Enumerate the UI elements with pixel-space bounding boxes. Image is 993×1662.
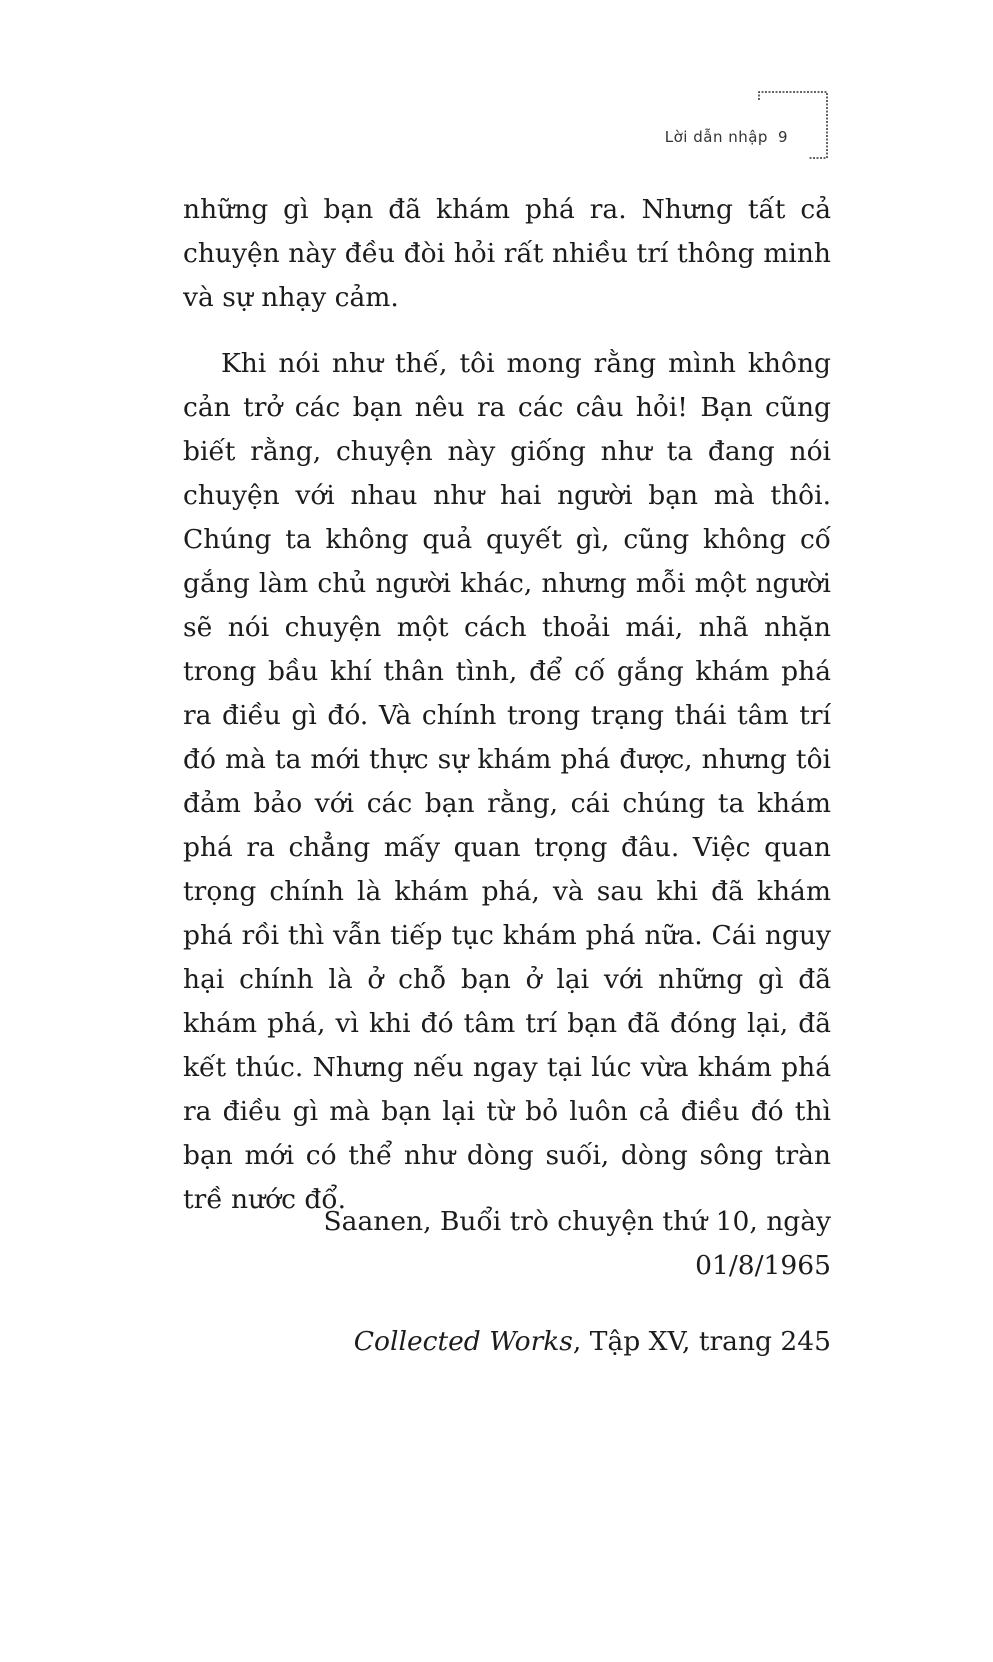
citation-work-title: Collected Works — [353, 1326, 573, 1357]
attribution-line-2: 01/8/1965 — [695, 1250, 831, 1281]
citation-details: , Tập XV, trang 245 — [572, 1326, 831, 1357]
paragraph-1: những gì bạn đã khám phá ra. Nhưng tất cả chuyện này đều đòi hỏi rất nhiều trí thông minh và sự nhạy cảm. — [183, 194, 831, 313]
paragraph-2: Khi nói như thế, tôi mong rằng mình không cản trở các bạn nêu ra các câu hỏi! Bạn cũng biết rằng, chuyện này giống như ta đang nói chuyện với nhau như hai người bạn mà thôi. Chúng ta không quả quyết gì, cũng không cố gắng làm chủ người khác, nhưng mỗi một người sẽ nói chuyện một cách thoải mái, nhã nhặn trong bầu khí thân tình, để cố gắng khám phá ra điều gì đó. Và chính trong trạng thái tâm trí đó mà ta mới thực sự khám phá được, nhưng tôi đảm bảo với các bạn rằng, cái chúng ta khám phá ra chẳng mấy quan trọng đâu. Việc quan trọng chính là khám phá, và sau khi đã khám phá rồi thì vẫn tiếp tục khám phá nữa. Cái nguy hại chính là ở chỗ bạn ở lại với những gì đã khám phá, vì khi đó tâm trí bạn đã đóng lại, đã kết thúc. Nhưng nếu ngay tại lúc vừa khám phá ra điều gì mà bạn lại từ bỏ luôn cả điều đó thì bạn mới có thể như dòng suối, dòng sông tràn trề nước đổ. — [183, 348, 831, 1215]
page-number: 9 — [777, 128, 788, 146]
citation — [354, 1320, 831, 1364]
source-attribution — [271, 1200, 831, 1288]
body-text — [183, 188, 831, 1222]
running-header — [665, 128, 788, 146]
attribution-line-1: Saanen, Buổi trò chuyện thứ 10, ngày — [323, 1206, 831, 1237]
chapter-title: Lời dẫn nhập — [664, 128, 768, 146]
